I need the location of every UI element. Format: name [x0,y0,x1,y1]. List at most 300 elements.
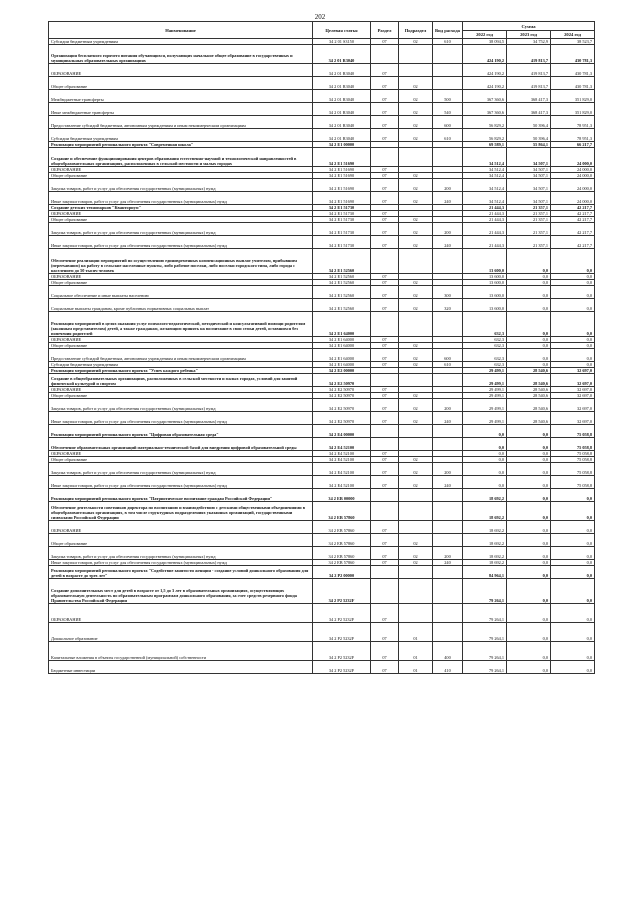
section-cell [371,148,399,167]
amount-2022-cell: 84 964,1 [463,566,507,579]
table-row [49,463,595,476]
name-cell: ОБРАЗОВАНИЕ [49,604,313,623]
section-cell: 07 [371,349,399,362]
amount-2022-cell: 79 264,1 [463,623,507,642]
section-cell: 07 [371,451,399,457]
section-cell: 07 [371,412,399,425]
amount-2023-cell: 34 507,1 [507,167,551,173]
amount-2023-cell: 0,0 [507,312,551,337]
target-cell: 34 2 01 R3040 [313,129,371,142]
name-cell: Реализация мероприятий регионального проекта "Патриотическое воспитание граждан Российской Федерации" [49,489,313,502]
budget-table-container [48,21,594,674]
header-subsection: Подраздел [399,22,433,39]
amount-2023-cell: 0,0 [507,362,551,368]
name-cell: Обеспечение реализации мероприятий по осуществлению единовременных компенсационных выплат учителям, прибывшим (переехавшим) на работу в сельские населенные пункты, либо рабочие поселки, либо поселки городского типа, либо города с населением до 50 тысяч человек [49,249,313,274]
name-cell: Иные закупки товаров, работ и услуг для обеспечения государственных (муниципальных) нужд [49,236,313,249]
amount-2023-cell: 34 507,1 [507,148,551,167]
section-cell: 07 [371,463,399,476]
target-cell: 34 2 P2 5232F [313,579,371,604]
subsection-cell: 02 [399,77,433,90]
section-cell: 07 [371,623,399,642]
expense-type-cell: 200 [433,399,463,412]
target-cell: 34 2 01 R3040 [313,77,371,90]
target-cell: 34 2 E1 51690 [313,148,371,167]
name-cell: Реализация мероприятий в целях оказания услуг психолого-педагогической, методической и консультативной помощи родителям (законным представителям) детей, а также гражданам, желающим принять на воспитание в свои семьи детей, оставшихся без попечения родителей [49,312,313,337]
name-cell: Закупка товаров, работ и услуг для обеспечения государственных (муниципальных) нужд [49,223,313,236]
amount-2022-cell: 34 512,4 [463,173,507,179]
name-cell: Субсидии бюджетным учреждениям [49,129,313,142]
amount-2022-cell: 13 600,0 [463,299,507,312]
header-expense-type: Вид расхода [433,22,463,39]
amount-2024-cell: 42 217,7 [551,217,595,223]
section-cell: 07 [371,476,399,489]
expense-type-cell: 240 [433,236,463,249]
amount-2023-cell: 21 357,1 [507,223,551,236]
name-cell: Общее образование [49,217,313,223]
amount-2024-cell: 0,0 [551,299,595,312]
amount-2023-cell: 34 507,1 [507,192,551,205]
section-cell [371,374,399,387]
table-row [49,312,595,337]
amount-2024-cell: 32 697,0 [551,387,595,393]
amount-2024-cell: 0,0 [551,337,595,343]
amount-2023-cell: 0,0 [507,425,551,438]
name-cell: Закупка товаров, работ и услуг для обеспечения государственных (муниципальных) нужд [49,463,313,476]
table-row [49,77,595,90]
expense-type-cell [433,579,463,604]
amount-2024-cell: 24 000,0 [551,148,595,167]
subsection-cell: 02 [399,90,433,103]
name-cell: Реализация мероприятий регионального проекта "Успех каждого ребенка" [49,368,313,374]
table-row [49,90,595,103]
table-row [49,223,595,236]
expense-type-cell [433,521,463,534]
amount-2024-cell: 0,0 [551,312,595,337]
section-cell: 07 [371,179,399,192]
amount-2024-cell: 0,0 [551,502,595,521]
table-row [49,476,595,489]
table-row [49,566,595,579]
target-cell: 34 2 01 R3040 [313,116,371,129]
amount-2023-cell: 0,0 [507,274,551,280]
section-cell: 07 [371,211,399,217]
amount-2024-cell: 24 000,0 [551,173,595,179]
amount-2024-cell: 430 781,3 [551,77,595,90]
section-cell [371,45,399,64]
amount-2023-cell: 0,0 [507,489,551,502]
amount-2024-cell: 75 058,8 [551,425,595,438]
section-cell: 07 [371,280,399,286]
subsection-cell [399,312,433,337]
amount-2023-cell: 0,0 [507,299,551,312]
target-cell: 34 2 E2 50970 [313,399,371,412]
amount-2024-cell: 66 217,7 [551,142,595,148]
amount-2024-cell: 42 217,7 [551,211,595,217]
name-cell: Создание дополнительных мест для детей в возрасте от 1,5 до 3 лет в образовательных организациях, осуществляющих образовательную деятельность по образовательным программам дошкольного образования, за счет средств резервного фонда Правительства Российской Федерации [49,579,313,604]
name-cell: Общее образование [49,280,313,286]
amount-2024-cell: 32 697,0 [551,412,595,425]
subsection-cell: 02 [399,457,433,463]
subsection-cell: 02 [399,349,433,362]
name-cell: Предоставление субсидий бюджетным, автономным учреждениям и иным некоммерческим организациям [49,349,313,362]
target-cell: 34 2 01 R3040 [313,64,371,77]
target-cell: 34 2 EB 57860 [313,547,371,560]
section-cell: 07 [371,64,399,77]
expense-type-cell [433,249,463,274]
amount-2023-cell: 28 540,6 [507,374,551,387]
subsection-cell [399,438,433,451]
section-cell: 07 [371,387,399,393]
expense-type-cell: 200 [433,223,463,236]
name-cell: Организация бесплатного горячего питания обучающихся, получающих начальное общее образование в государственных и муниципальных образовательных организациях [49,45,313,64]
target-cell: 34 2 E1 51690 [313,167,371,173]
amount-2022-cell: 18 692,2 [463,489,507,502]
target-cell: 34 2 E1 64000 [313,312,371,337]
amount-2023-cell: 34 752,9 [507,39,551,45]
amount-2023-cell: 21 357,1 [507,236,551,249]
target-cell: 34 2 01 R3040 [313,90,371,103]
target-cell: 34 2 E2 00000 [313,368,371,374]
amount-2023-cell: 419 813,7 [507,77,551,90]
amount-2024-cell: 75 058,8 [551,438,595,451]
subsection-cell [399,489,433,502]
name-cell: Межбюджетные трансферты [49,90,313,103]
subsection-cell: 02 [399,362,433,368]
table-header [49,22,595,39]
amount-2024-cell: 0,0 [551,534,595,547]
section-cell [371,566,399,579]
amount-2022-cell: 0,0 [463,438,507,451]
name-cell: Капитальные вложения в объекты государственной (муниципальной) собственности [49,642,313,661]
subsection-cell: 01 [399,642,433,661]
subsection-cell: 02 [399,547,433,560]
expense-type-cell [433,489,463,502]
amount-2023-cell: 21 357,1 [507,211,551,217]
section-cell: 07 [371,362,399,368]
amount-2023-cell: 0,0 [507,457,551,463]
amount-2022-cell: 18 692,2 [463,534,507,547]
expense-type-cell: 540 [433,103,463,116]
name-cell: Общее образование [49,77,313,90]
amount-2022-cell: 38 094,5 [463,39,507,45]
amount-2023-cell: 0,0 [507,463,551,476]
amount-2024-cell: 0,0 [551,521,595,534]
subsection-cell [399,566,433,579]
target-cell: 34 2 P2 5232F [313,661,371,674]
amount-2024-cell: 0,0 [551,560,595,566]
amount-2024-cell: 351 829,0 [551,103,595,116]
amount-2023-cell: 0,0 [507,642,551,661]
amount-2024-cell: 351 829,0 [551,90,595,103]
amount-2024-cell: 0,0 [551,274,595,280]
amount-2024-cell: 0,0 [551,362,595,368]
amount-2023-cell: 0,0 [507,349,551,362]
amount-2024-cell: 42 217,7 [551,205,595,211]
name-cell: ОБРАЗОВАНИЕ [49,337,313,343]
section-cell [371,425,399,438]
amount-2022-cell: 18 692,2 [463,560,507,566]
amount-2024-cell: 0,0 [551,604,595,623]
expense-type-cell [433,45,463,64]
section-cell: 07 [371,192,399,205]
section-cell: 07 [371,167,399,173]
section-cell [371,312,399,337]
subsection-cell: 02 [399,223,433,236]
table-row [49,349,595,362]
expense-type-cell [433,534,463,547]
amount-2022-cell: 79 264,1 [463,661,507,674]
header-year-2023: 2023 год [507,31,551,39]
section-cell [371,489,399,502]
target-cell: 34 2 E2 50970 [313,374,371,387]
name-cell: Закупка товаров, работ и услуг для обеспечения государственных (муниципальных) нужд [49,547,313,560]
amount-2024-cell: 0,0 [551,349,595,362]
amount-2024-cell: 42 217,7 [551,223,595,236]
name-cell: Закупка товаров, работ и услуг для обеспечения государственных (муниципальных) нужд [49,399,313,412]
section-cell: 07 [371,560,399,566]
table-row [49,148,595,167]
expense-type-cell: 610 [433,362,463,368]
amount-2022-cell: 29 499,1 [463,393,507,399]
target-cell: 34 2 01 R3040 [313,45,371,64]
amount-2023-cell: 0,0 [507,476,551,489]
table-row [49,579,595,604]
target-cell: 34 2 E1 64000 [313,362,371,368]
table-row [49,103,595,116]
amount-2024-cell: 78 951,3 [551,116,595,129]
amount-2022-cell: 367 360,6 [463,103,507,116]
name-cell: Социальные выплаты гражданам, кроме публичных нормативных социальных выплат [49,299,313,312]
amount-2023-cell: 0,0 [507,286,551,299]
table-row [49,374,595,387]
amount-2024-cell: 75 058,8 [551,451,595,457]
amount-2023-cell: 34 507,1 [507,179,551,192]
target-cell: 34 2 E1 52560 [313,286,371,299]
section-cell: 07 [371,77,399,90]
target-cell: 34 2 01 R3040 [313,103,371,116]
amount-2023-cell: 0,0 [507,534,551,547]
amount-2023-cell: 0,0 [507,604,551,623]
target-cell: 34 2 P2 5232F [313,604,371,623]
target-cell: 34 2 E2 50970 [313,412,371,425]
name-cell: ОБРАЗОВАНИЕ [49,521,313,534]
subsection-cell [399,64,433,77]
amount-2024-cell: 430 781,3 [551,45,595,64]
name-cell: Обеспечение образовательных организаций материально-технической базой для внедрения цифровой образовательной среды [49,438,313,451]
amount-2024-cell: 24 000,0 [551,167,595,173]
section-cell: 07 [371,299,399,312]
subsection-cell: 02 [399,192,433,205]
target-cell: 34 2 E2 50970 [313,387,371,393]
amount-2022-cell: 29 499,1 [463,399,507,412]
subsection-cell: 02 [399,299,433,312]
target-cell: 34 2 E4 00000 [313,425,371,438]
table-row [49,661,595,674]
amount-2023-cell: 0,0 [507,623,551,642]
amount-2023-cell: 28 540,6 [507,368,551,374]
amount-2023-cell: 50 396,4 [507,116,551,129]
amount-2024-cell: 0,0 [551,642,595,661]
expense-type-cell [433,312,463,337]
amount-2023-cell: 368 417,3 [507,90,551,103]
section-cell: 07 [371,393,399,399]
target-cell: 34 2 E1 51690 [313,179,371,192]
name-cell: Иные закупки товаров, работ и услуг для обеспечения государственных (муниципальных) нужд [49,560,313,566]
amount-2022-cell: 0,0 [463,451,507,457]
expense-type-cell [433,425,463,438]
section-cell: 07 [371,534,399,547]
amount-2022-cell: 56 829,2 [463,129,507,142]
amount-2024-cell: 75 058,8 [551,457,595,463]
expense-type-cell [433,604,463,623]
name-cell: Субсидии бюджетным учреждениям [49,39,313,45]
amount-2022-cell: 18 692,2 [463,502,507,521]
subsection-cell [399,374,433,387]
amount-2022-cell: 21 444,3 [463,236,507,249]
amount-2023-cell: 50 396,4 [507,129,551,142]
section-cell: 07 [371,173,399,179]
table-row [49,179,595,192]
target-cell: 34 2 E1 52560 [313,299,371,312]
subsection-cell: 02 [399,399,433,412]
table-row [49,642,595,661]
expense-type-cell [433,77,463,90]
expense-type-cell: 610 [433,39,463,45]
expense-type-cell: 240 [433,412,463,425]
name-cell: Общее образование [49,173,313,179]
target-cell: 34 2 E4 52100 [313,438,371,451]
name-cell: Общее образование [49,393,313,399]
subsection-cell [399,502,433,521]
subsection-cell [399,604,433,623]
name-cell: ОБРАЗОВАНИЕ [49,64,313,77]
table-row [49,604,595,623]
expense-type-cell: 200 [433,547,463,560]
table-row [49,412,595,425]
expense-type-cell [433,438,463,451]
expense-type-cell: 320 [433,299,463,312]
expense-type-cell: 600 [433,116,463,129]
section-cell [371,249,399,274]
table-row [49,534,595,547]
subsection-cell: 02 [399,280,433,286]
section-cell: 07 [371,286,399,299]
header-section: Раздел [371,22,399,39]
expense-type-cell: 240 [433,192,463,205]
subsection-cell: 02 [399,343,433,349]
expense-type-cell [433,623,463,642]
amount-2024-cell: 0,0 [551,623,595,642]
amount-2023-cell: 419 813,7 [507,45,551,64]
expense-type-cell [433,502,463,521]
amount-2023-cell: 21 357,1 [507,205,551,211]
target-cell: 34 2 E4 52100 [313,463,371,476]
amount-2022-cell: 0,0 [463,425,507,438]
amount-2022-cell: 69 589,1 [463,142,507,148]
amount-2022-cell: 0,0 [463,457,507,463]
amount-2022-cell: 29 499,1 [463,412,507,425]
amount-2023-cell: 28 540,6 [507,399,551,412]
target-cell: 34 2 P2 5232F [313,642,371,661]
name-cell: Общее образование [49,534,313,547]
table-row [49,623,595,642]
subsection-cell [399,521,433,534]
amount-2024-cell: 430 781,3 [551,64,595,77]
table-row [49,129,595,142]
expense-type-cell: 240 [433,476,463,489]
amount-2024-cell: 0,0 [551,286,595,299]
section-cell: 07 [371,217,399,223]
amount-2024-cell: 75 058,8 [551,463,595,476]
amount-2024-cell: 32 697,0 [551,399,595,412]
amount-2023-cell: 28 540,6 [507,393,551,399]
amount-2023-cell: 0,0 [507,579,551,604]
amount-2022-cell: 21 444,3 [463,223,507,236]
expense-type-cell: 500 [433,90,463,103]
subsection-cell: 02 [399,129,433,142]
amount-2022-cell: 34 512,4 [463,192,507,205]
target-cell: 34 2 E1 51690 [313,192,371,205]
section-cell: 07 [371,274,399,280]
header-name: Наименование [49,22,313,39]
name-cell: Общее образование [49,457,313,463]
target-cell: 34 2 E4 52100 [313,476,371,489]
amount-2024-cell: 24 000,0 [551,179,595,192]
table-row [49,64,595,77]
amount-2022-cell: 79 264,1 [463,642,507,661]
amount-2023-cell: 0,0 [507,566,551,579]
target-cell: 34 2 P2 5232F [313,623,371,642]
target-cell: 34 2 E1 52560 [313,280,371,286]
expense-type-cell: 200 [433,179,463,192]
header-target-article: Целевая статья [313,22,371,39]
amount-2022-cell: 0,0 [463,463,507,476]
target-cell: 34 2 E2 50970 [313,393,371,399]
name-cell: ОБРАЗОВАНИЕ [49,387,313,393]
target-cell: 34 2 E1 51730 [313,205,371,211]
section-cell: 07 [371,223,399,236]
amount-2024-cell: 42 217,7 [551,236,595,249]
amount-2022-cell: 34 512,4 [463,179,507,192]
subsection-cell: 02 [399,103,433,116]
section-cell: 07 [371,661,399,674]
subsection-cell [399,45,433,64]
section-cell: 07 [371,39,399,45]
amount-2022-cell: 21 444,3 [463,217,507,223]
subsection-cell: 02 [399,393,433,399]
name-cell: Иные закупки товаров, работ и услуг для обеспечения государственных (муниципальных) нужд [49,412,313,425]
amount-2023-cell: 0,0 [507,502,551,521]
amount-2023-cell: 28 540,6 [507,412,551,425]
amount-2023-cell: 0,0 [507,438,551,451]
table-body [49,39,595,674]
name-cell: Закупка товаров, работ и услуг для обеспечения государственных (муниципальных) нужд [49,179,313,192]
expense-type-cell [433,566,463,579]
amount-2024-cell: 0,0 [551,566,595,579]
amount-2022-cell: 29 499,1 [463,368,507,374]
section-cell: 07 [371,343,399,349]
amount-2024-cell: 0,0 [551,489,595,502]
section-cell: 07 [371,457,399,463]
target-cell: 34 2 E4 52100 [313,451,371,457]
subsection-cell: 02 [399,179,433,192]
amount-2022-cell: 632,3 [463,362,507,368]
header-year-2022: 2022 год [463,31,507,39]
name-cell: ОБРАЗОВАНИЕ [49,167,313,173]
section-cell: 07 [371,521,399,534]
name-cell: Реализация мероприятий регионального проекта "Современная школа" [49,142,313,148]
amount-2024-cell: 32 697,0 [551,393,595,399]
